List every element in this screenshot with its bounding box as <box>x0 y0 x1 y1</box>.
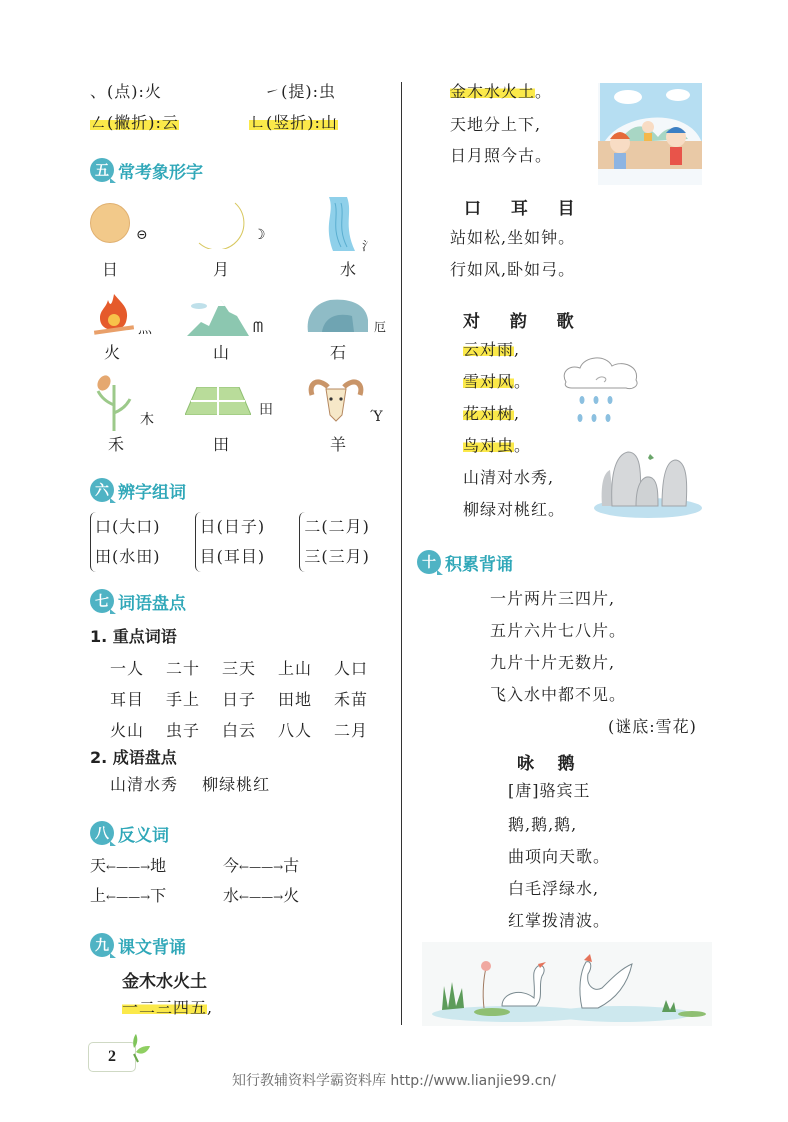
pictograph-mountain <box>183 290 293 370</box>
poem-line-text: 山清对水秀 <box>463 468 549 487</box>
punct: , <box>207 998 214 1017</box>
word-group-top: 口(大口) <box>95 517 161 536</box>
section-heading-antonyms <box>90 820 169 846</box>
water-icon <box>321 195 359 253</box>
pictograph-sun <box>88 195 188 280</box>
vocab-word: 白云 <box>222 720 257 740</box>
stroke-glyph: ㇗ <box>249 113 267 132</box>
section-badge: 八 <box>90 821 114 845</box>
punct: , <box>548 468 555 487</box>
vocab-word: 火山 <box>110 720 145 740</box>
page-number: 2 <box>88 1042 136 1072</box>
footer-watermark: 知行教辅资料学霸资料库 http://www.lianjie99.cn/ <box>231 1073 557 1089</box>
antonym-pair: 今←——→古 <box>223 856 300 875</box>
vocab-word: 日子 <box>222 689 257 709</box>
punct: 。 <box>548 500 566 519</box>
section-title: 反义词 <box>118 825 169 846</box>
poem-line: 曲项向天歌。 <box>508 847 611 866</box>
stroke-name: (竖折) <box>266 113 315 132</box>
poem-line-text: 花对树 <box>463 404 515 423</box>
section-badge: 七 <box>90 589 114 613</box>
stroke-name: (点) <box>107 82 139 101</box>
antonym-row <box>90 886 390 916</box>
stroke-example: 虫 <box>319 82 337 101</box>
column-divider <box>401 82 402 1025</box>
poem-line <box>450 82 552 102</box>
poem-line: 鹅,鹅,鹅, <box>508 815 578 834</box>
pictograph-stone <box>306 290 396 370</box>
rain-cloud-illustration <box>560 352 642 428</box>
stroke-glyph: ㇜ <box>90 113 108 132</box>
ancient-glyph: 田 <box>259 402 273 418</box>
idiom: 柳绿桃红 <box>202 775 271 794</box>
vocab-word: 耳目 <box>110 689 145 709</box>
word-group-bottom: 田(水田) <box>95 547 161 566</box>
ancient-glyph: Ύ <box>370 409 383 425</box>
vocab-word: 二月 <box>334 720 369 740</box>
separator: : <box>155 113 162 132</box>
antonym-pair: 水←——→火 <box>223 886 300 905</box>
antonym-pair: 上←——→下 <box>90 886 167 905</box>
vocab-word: 禾苗 <box>334 689 369 709</box>
poem-line: 白毛浮绿水, <box>508 879 600 898</box>
poem-line-text: 一二三四五 <box>122 998 208 1017</box>
section-heading-accumulate <box>417 549 513 575</box>
punct: , <box>514 404 521 423</box>
vocab-word: 人口 <box>334 658 369 678</box>
field-icon <box>185 387 251 415</box>
poem-line-text: 金木水火土 <box>450 82 536 101</box>
riddle-line: 一片两片三四片, <box>490 589 616 608</box>
section-badge: 五 <box>90 158 114 182</box>
word-group <box>299 512 390 572</box>
ancient-glyph: 厄 <box>374 320 387 334</box>
vocab-word: 八人 <box>278 720 313 740</box>
vocab-word: 上山 <box>278 658 313 678</box>
poem-line: 站如松,坐如钟。 <box>450 228 576 247</box>
idiom-list <box>110 775 270 795</box>
poem-line-text: 鸟对虫 <box>463 436 515 455</box>
separator: : <box>312 82 319 101</box>
word-group-top: 二(二月) <box>304 517 370 536</box>
poem-title: 金木水火土 <box>122 972 207 992</box>
stroke-row-1 <box>90 82 390 102</box>
vocab-subheading-idioms: 2. 成语盘点 <box>90 748 177 767</box>
word-group-list <box>90 512 390 572</box>
stroke-example: 云 <box>161 113 179 132</box>
pictograph-char: 石 <box>330 343 347 362</box>
stone-icon <box>306 298 370 332</box>
section-heading-pictographs <box>90 157 203 183</box>
pictograph-moon <box>191 195 291 280</box>
punct: , <box>535 115 542 134</box>
grain-icon <box>94 375 134 431</box>
poem-line: 行如风,卧如弓。 <box>450 260 576 279</box>
punct: 。 <box>514 372 532 391</box>
stroke-name: (提) <box>281 82 313 101</box>
poem-line <box>122 998 213 1018</box>
vocab-table <box>110 653 390 746</box>
poem-line <box>463 404 520 424</box>
stroke-item <box>90 82 258 102</box>
vocab-subheading-key-words: 1. 重点词语 <box>90 627 177 646</box>
pictograph-char: 火 <box>104 343 121 362</box>
word-group <box>90 512 181 572</box>
stroke-item <box>90 113 179 133</box>
antonym-row <box>90 856 390 886</box>
poem-title: 咏 鹅 <box>517 754 575 774</box>
word-group-top: 日(日子) <box>199 517 266 536</box>
ancient-glyph: 木 <box>140 412 154 428</box>
children-illustration <box>598 83 702 185</box>
vocab-row <box>110 653 390 684</box>
vocab-word: 田地 <box>278 689 313 709</box>
vocab-word: 三天 <box>222 658 257 678</box>
goat-icon <box>308 375 364 423</box>
poem-line-text: 柳绿对桃红 <box>463 500 549 519</box>
section-title: 常考象形字 <box>118 162 203 183</box>
fire-icon <box>92 290 136 336</box>
poem-line <box>463 436 531 456</box>
ancient-glyph: ☽ <box>253 227 266 243</box>
poem-line <box>450 146 552 166</box>
pictograph-grid <box>88 195 388 460</box>
word-group <box>195 512 286 572</box>
stroke-item <box>264 82 336 101</box>
ancient-glyph: 灬 <box>138 321 152 337</box>
idiom: 山清水秀 <box>110 775 179 794</box>
vocab-word: 手上 <box>166 689 201 709</box>
word-group-bottom: 目(耳目) <box>199 547 266 566</box>
poem-author: [唐]骆宾王 <box>508 781 591 800</box>
section-title: 课文背诵 <box>118 937 186 958</box>
word-group-bottom: 三(三月) <box>304 547 370 566</box>
poem-line-text: 天地分上下 <box>450 115 536 134</box>
poem-line-text: 日月照今古 <box>450 146 536 165</box>
vocab-word: 一人 <box>110 658 145 678</box>
poem-title: 口 耳 目 <box>464 199 581 219</box>
stroke-glyph: ㇀ <box>264 82 282 101</box>
stroke-item <box>249 113 338 133</box>
section-heading-vocab <box>90 588 186 614</box>
poem-line <box>463 340 520 360</box>
poem-line-text: 雪对风 <box>463 372 515 391</box>
section-badge: 十 <box>417 550 441 574</box>
punct: , <box>514 340 521 359</box>
antonym-pair: 天←——→地 <box>90 856 167 875</box>
stroke-example: 火 <box>144 82 162 101</box>
leaf-icon <box>130 1034 150 1064</box>
poem-line <box>463 468 554 488</box>
vocab-word: 二十 <box>166 658 201 678</box>
pictograph-char: 羊 <box>330 435 347 454</box>
punct: 。 <box>535 146 553 165</box>
pictograph-char: 山 <box>213 343 230 362</box>
mountain-icon <box>187 296 249 336</box>
ancient-glyph: ⊝ <box>136 227 148 243</box>
riddle-line: 九片十片无数片, <box>490 653 616 672</box>
poem-line <box>463 500 565 520</box>
pictograph-fire <box>88 290 188 370</box>
section-title: 词语盘点 <box>118 593 186 614</box>
moon-icon <box>195 199 245 249</box>
section-title: 辨字组词 <box>118 482 186 503</box>
ancient-glyph: ⺡ <box>362 239 375 253</box>
section-badge: 九 <box>90 933 114 957</box>
poem-line: 红掌拨清波。 <box>508 911 611 930</box>
riddle-line: 飞入水中都不见。 <box>490 685 627 704</box>
antonym-list <box>90 856 390 916</box>
pictograph-field <box>183 375 293 460</box>
poem-title: 对 韵 歌 <box>463 312 580 332</box>
pictograph-char: 日 <box>102 260 119 279</box>
riddle-line: 五片六片七八片。 <box>490 621 627 640</box>
section-title: 积累背诵 <box>445 554 513 575</box>
pictograph-char: 水 <box>340 260 357 279</box>
separator: : <box>314 113 321 132</box>
pictograph-goat <box>306 375 396 460</box>
separator: : <box>138 82 145 101</box>
pictograph-water <box>316 195 396 280</box>
poem-line <box>450 115 541 135</box>
stroke-glyph: 、 <box>90 82 108 101</box>
poem-line <box>463 372 531 392</box>
stroke-name: (撇折) <box>107 113 156 132</box>
sun-icon <box>90 203 130 243</box>
pictograph-char: 田 <box>213 435 230 454</box>
vocab-word: 虫子 <box>166 720 201 740</box>
stroke-example: 山 <box>320 113 338 132</box>
karst-hills-illustration <box>592 448 704 520</box>
punct: 。 <box>535 82 553 101</box>
poem-line-text: 云对雨 <box>463 340 515 359</box>
ancient-glyph: ᗰ <box>253 320 264 336</box>
pictograph-char: 月 <box>213 260 230 279</box>
section-heading-recite <box>90 932 186 958</box>
pictograph-char: 禾 <box>108 435 125 454</box>
punct: 。 <box>514 436 532 455</box>
section-badge: 六 <box>90 478 114 502</box>
section-heading-word-groups <box>90 477 186 503</box>
geese-illustration <box>422 942 712 1026</box>
vocab-row <box>110 715 390 746</box>
stroke-row-2 <box>90 113 390 133</box>
riddle-answer: (谜底:雪花) <box>608 717 697 736</box>
pictograph-grain <box>88 375 188 460</box>
vocab-row <box>110 684 390 715</box>
